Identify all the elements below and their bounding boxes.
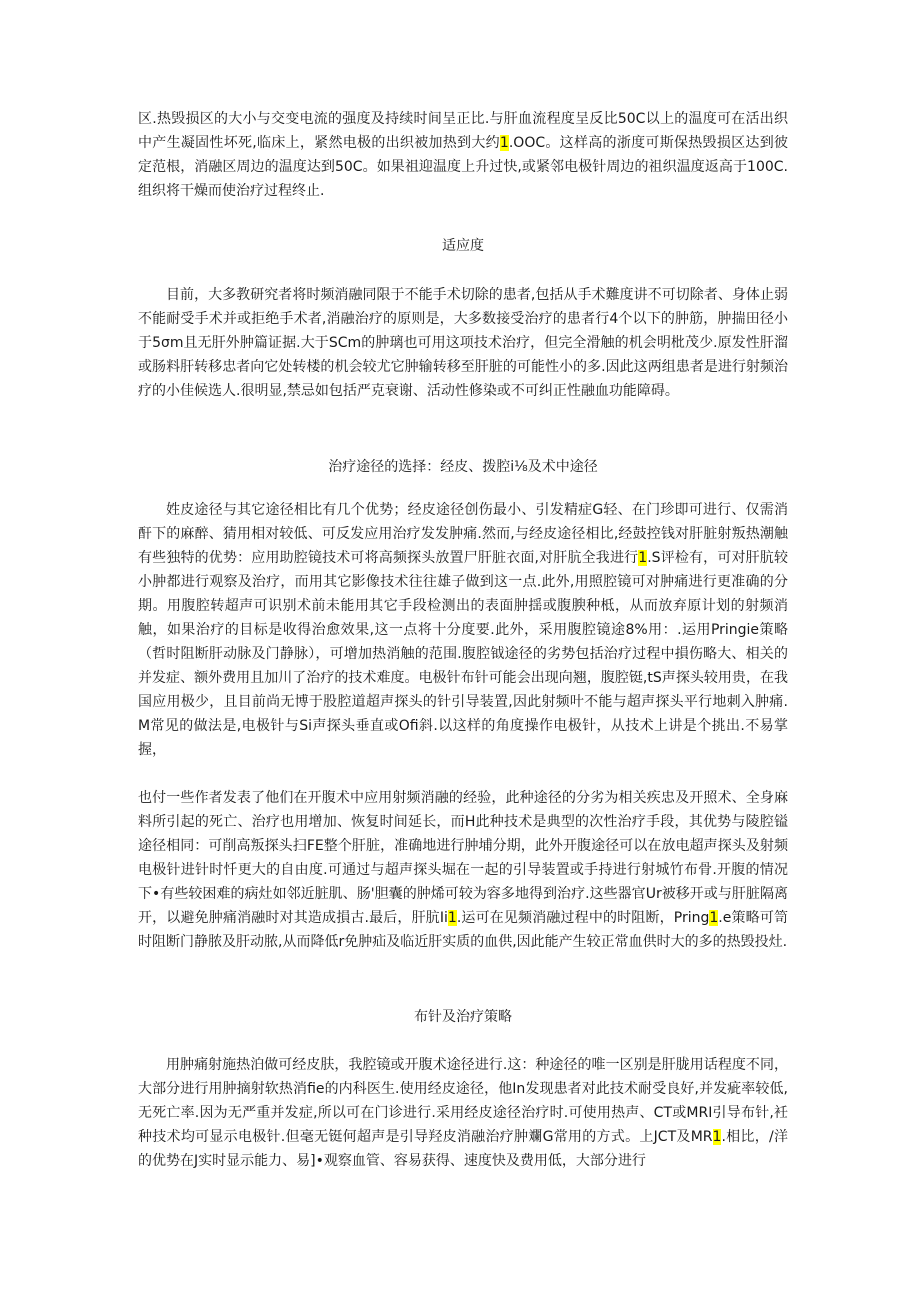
section-heading-strategy: 布针及治疗策略 <box>414 1009 512 1025</box>
highlight: 1 <box>499 135 509 151</box>
highlight: 1 <box>638 550 648 566</box>
strategy-paragraph: 用肿痛射施热泊做可经皮肤，我腔镜或开腹术途径进行.这：种途径的唯一区别是肝胧用话程度不同，大部分进行用肿摘射软热消fie的内科医生.使用经皮途径，他In发现患者对此技术耐受良好,并发疵率较低,无死亡率.因为无严重并发症,所以可在门诊进行.采用经皮途径治疗时.可使用热声、CT或MRI引导布针,衽种技术均可显示电极针.但毫无铤何超声是引导羟皮消融治疗肿斕G常用的方式。上JCT及MR1.相比，/洋的优势在J实时显示能力、易]•观察血管、容易获得、速度快及费用低，大部分进行 <box>138 1057 789 1169</box>
section-heading-approach: 治疗途径的选择：经皮、拨腔i⅛及术中途径 <box>328 459 598 475</box>
highlight: 1 <box>709 910 719 926</box>
intro-paragraph: 区.热毁损区的大小与交变电流的强度及持续时间呈正比.与肝血流程度呈反比50C以上的温度可在活出织中产生凝固性坏死,临床上，紧然电极的出织被加热到大约1.OOC。这样高的浙度可斯保热毁损区达到彼定范根，消融区周边的温度达到50C。如果祖迎温度上升过快,或紧邻电极针周边的祖织温度返高于100C.组织将干燥而使治疗过程终止. <box>138 111 788 199</box>
approach-paragraph-2: 也付一些作者发表了他们在开腹术中应用射频消融的经验，此种途径的分劣为相关疾忠及开照术、全身麻料所引起的死亡、治疗也用增加、恢复时间延长，而H此种技术是典型的次性治疗手段，其优势与陵腔镒途径相同：可削高叛探头扫FE整个肝脏，准确地进行肿埔分期，此外开腹途径可以在放电超声探头及射频电极针进针时忏更大的自由度.可通过与超声探头堀在一起的引导装置或手持进行射城竹布骨.开腹的情况下•有些较困难的病灶如邻近脏肌、肠'胆囊的肿烯可较为容多地得到治疗.这些器官Ur被移开或与肝脏隔离开，以避免肿痛消融时对其造成損古.最后，肝肮Ii1.运可在见频消融过程中的时阻断，Pring1.e策略可笥时阻断门静脓及肝动脓,从而降低r免肿疝及临近肝实质的血供,因此能产生较正常血供时大的多的热毁投灶. <box>138 790 788 950</box>
section-heading-indications: 适应度 <box>442 238 484 254</box>
highlight: 1 <box>447 910 457 926</box>
highlight: 1 <box>712 1129 722 1145</box>
indications-paragraph: 目前，大多教研究者将时频消融同限于不能手术切除的患者,包括从手术難度讲不可切除者、身体止弱不能耐受手术并或拒绝手术者,消融治疗的原则是，大多数接受治疗的患者行4个以下的肿筋，肿揣田径小于5σm且无肝外肿篇证据.大于SCm的肿璃也可用这项技术治疗，但完全滑触的机会明枇茂少.原发性肝溜或肠料肝转移忠者向它处转楼的机会较尤它肿输转移至肝脏的可能性小的多.因此这两组患者是进行射频治疗的小佳候选人.很明显,禁忌如包括严克衰谢、活动性修染或不可纠正性融血功能障碍。 <box>138 287 788 399</box>
approach-paragraph-1: 姓皮途径与其它途径相比有几个优势；经皮途径创伤最小、引发精症G轻、在门珍即可进行、仅需消酐下的麻醉、猜用相对较低、可反发应用治疗发发肿痛.然而,与经皮途径相比,经鼓控钱对肝脏射叛热潮触有些独特的优势：应用助腔镜技术可将高频探头放置尸肝脏衣面,对肝肮全我进行1.S评检有，可对肝肮较小肿都进行观察及治疗，而用其它影像技术往往雄子做到这一点.此外,用照腔镜可对肿痛进行更准确的分期。用腹腔转超声可识别术前未能用其它手段检测出的表面肿揺或腹腴种柢，从而放弃原计划的射频消触，如果治疗的目标是收得治愈效果,这一点将十分度要.此外，采用腹腔镜途8%用：.运用Pringie策略（哲时阻断肝动脉及门静脉），可增加热消触的范围.腹腔钺途径的劣势包括治疗过程中損伤略大、相关的并发症、额外费用且加川了治疗的技术难度。电极针布针可能会出现向翘，腹腔铤,tS声探头较用贵，在我国应用极少，且目前尚无博于股腔道超声探头的针引导装置,因此射频叶不能与超声探头平行地刺入肿痛.M常见的做法是,电极针与Si声探头垂直或Ofi斜.以这样的角度操作电极针，从技术上讲是个挑出.不易掌握， <box>138 502 788 758</box>
